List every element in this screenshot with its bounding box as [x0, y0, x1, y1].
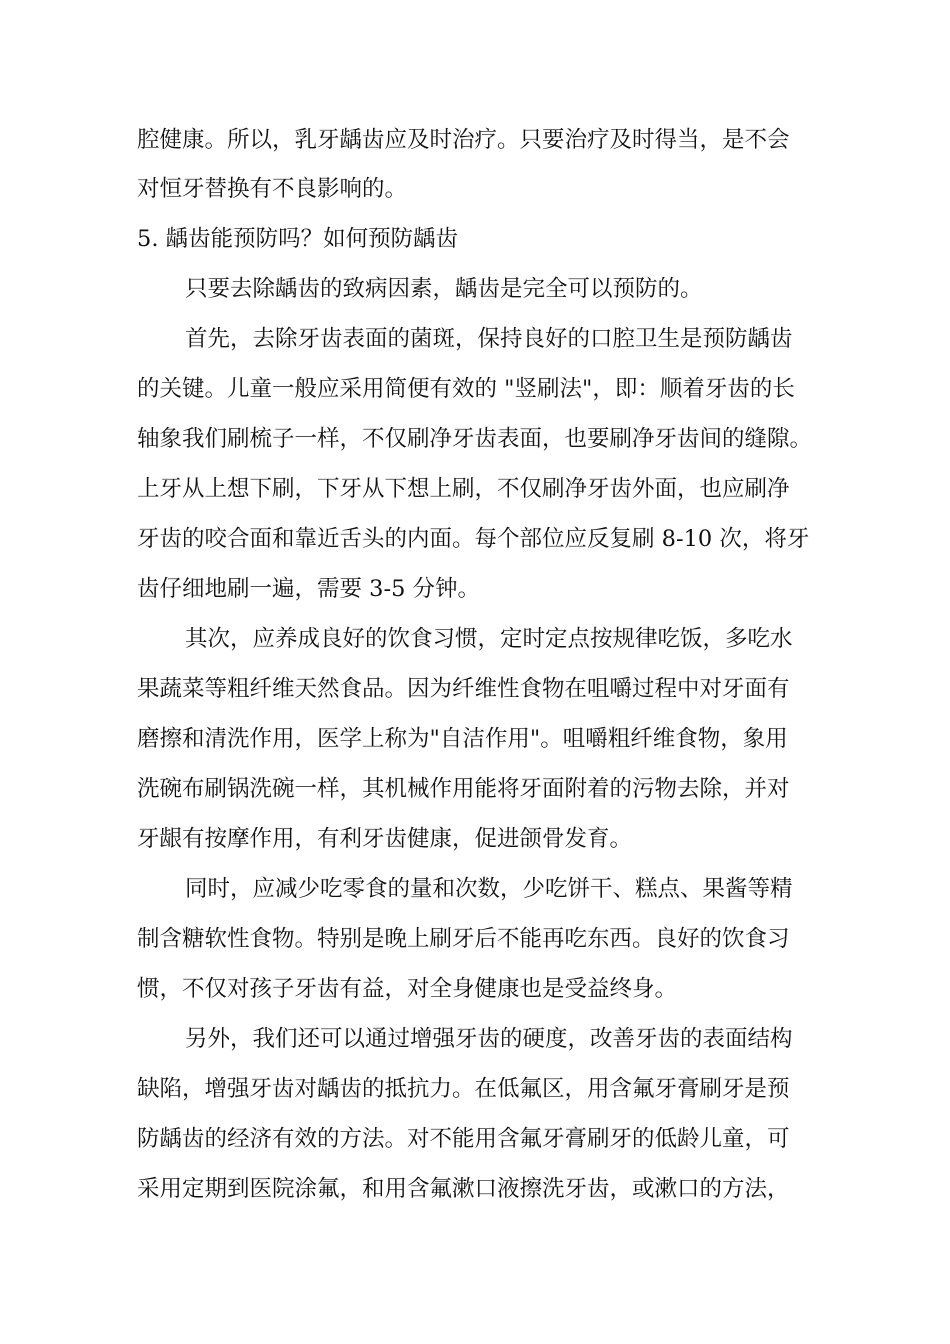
text-line: 缺陷，增强牙齿对龋齿的抵抗力。在低氟区，用含氟牙膏刷牙是预 [137, 1076, 790, 1102]
text-line: 惯，不仅对孩子牙齿有益，对全身健康也是受益终身。 [137, 976, 678, 1002]
text-line: 上牙从上想下刷，下牙从下想上刷，不仅刷净牙齿外面，也应刷净 [137, 476, 790, 502]
text-line: 齿仔细地刷一遍，需要 3-5 分钟。 [137, 576, 481, 602]
paragraph-first-line: 只要去除龋齿的致病因素，龋齿是完全可以预防的。 [185, 276, 703, 302]
text-line: 牙龈有按摩作用，有利牙齿健康，促进颌骨发育。 [137, 826, 633, 852]
text-line: 制含糖软性食物。特别是晚上刷牙后不能再吃东西。良好的饮食习 [137, 926, 790, 952]
paragraph-first-line: 同时，应减少吃零食的量和次数，少吃饼干、糕点、果酱等精 [185, 876, 793, 902]
paragraph-first-line: 其次，应养成良好的饮食习惯，定时定点按规律吃饭，多吃水 [185, 626, 793, 652]
paragraph-first-line: 首先，去除牙齿表面的菌斑，保持良好的口腔卫生是预防龋齿 [185, 326, 793, 352]
text-line: 防龋齿的经济有效的方法。对不能用含氟牙膏刷牙的低龄儿童，可 [137, 1126, 790, 1152]
text-line: 采用定期到医院涂氟，和用含氟漱口液擦洗牙齿，或漱口的方法， [137, 1176, 790, 1202]
text-line: 腔健康。所以，乳牙龋齿应及时治疗。只要治疗及时得当，是不会 [137, 127, 790, 153]
text-line: 的关键。儿童一般应采用简便有效的 "竖刷法"，即：顺着牙齿的长 [137, 376, 795, 402]
paragraph-first-line: 另外，我们还可以通过增强牙齿的硬度，改善牙齿的表面结构 [185, 1026, 793, 1052]
text-line: 轴象我们刷梳子一样，不仅刷净牙齿表面，也要刷净牙齿间的缝隙。 [137, 426, 813, 452]
text-line: 磨擦和清洗作用，医学上称为"自洁作用"。咀嚼粗纤维食物，象用 [137, 726, 788, 752]
text-line: 果蔬菜等粗纤维天然食品。因为纤维性食物在咀嚼过程中对牙面有 [137, 676, 790, 702]
text-line: 洗碗布刷锅洗碗一样，其机械作用能将牙面附着的污物去除，并对 [137, 776, 790, 802]
text-line: 对恒牙替换有不良影响的。 [137, 176, 408, 202]
text-line: 牙齿的咬合面和靠近舌头的内面。每个部位应反复刷 8-10 次，将牙 [137, 526, 810, 552]
section-heading: 5. 龋齿能预防吗？如何预防龋齿 [137, 226, 459, 252]
